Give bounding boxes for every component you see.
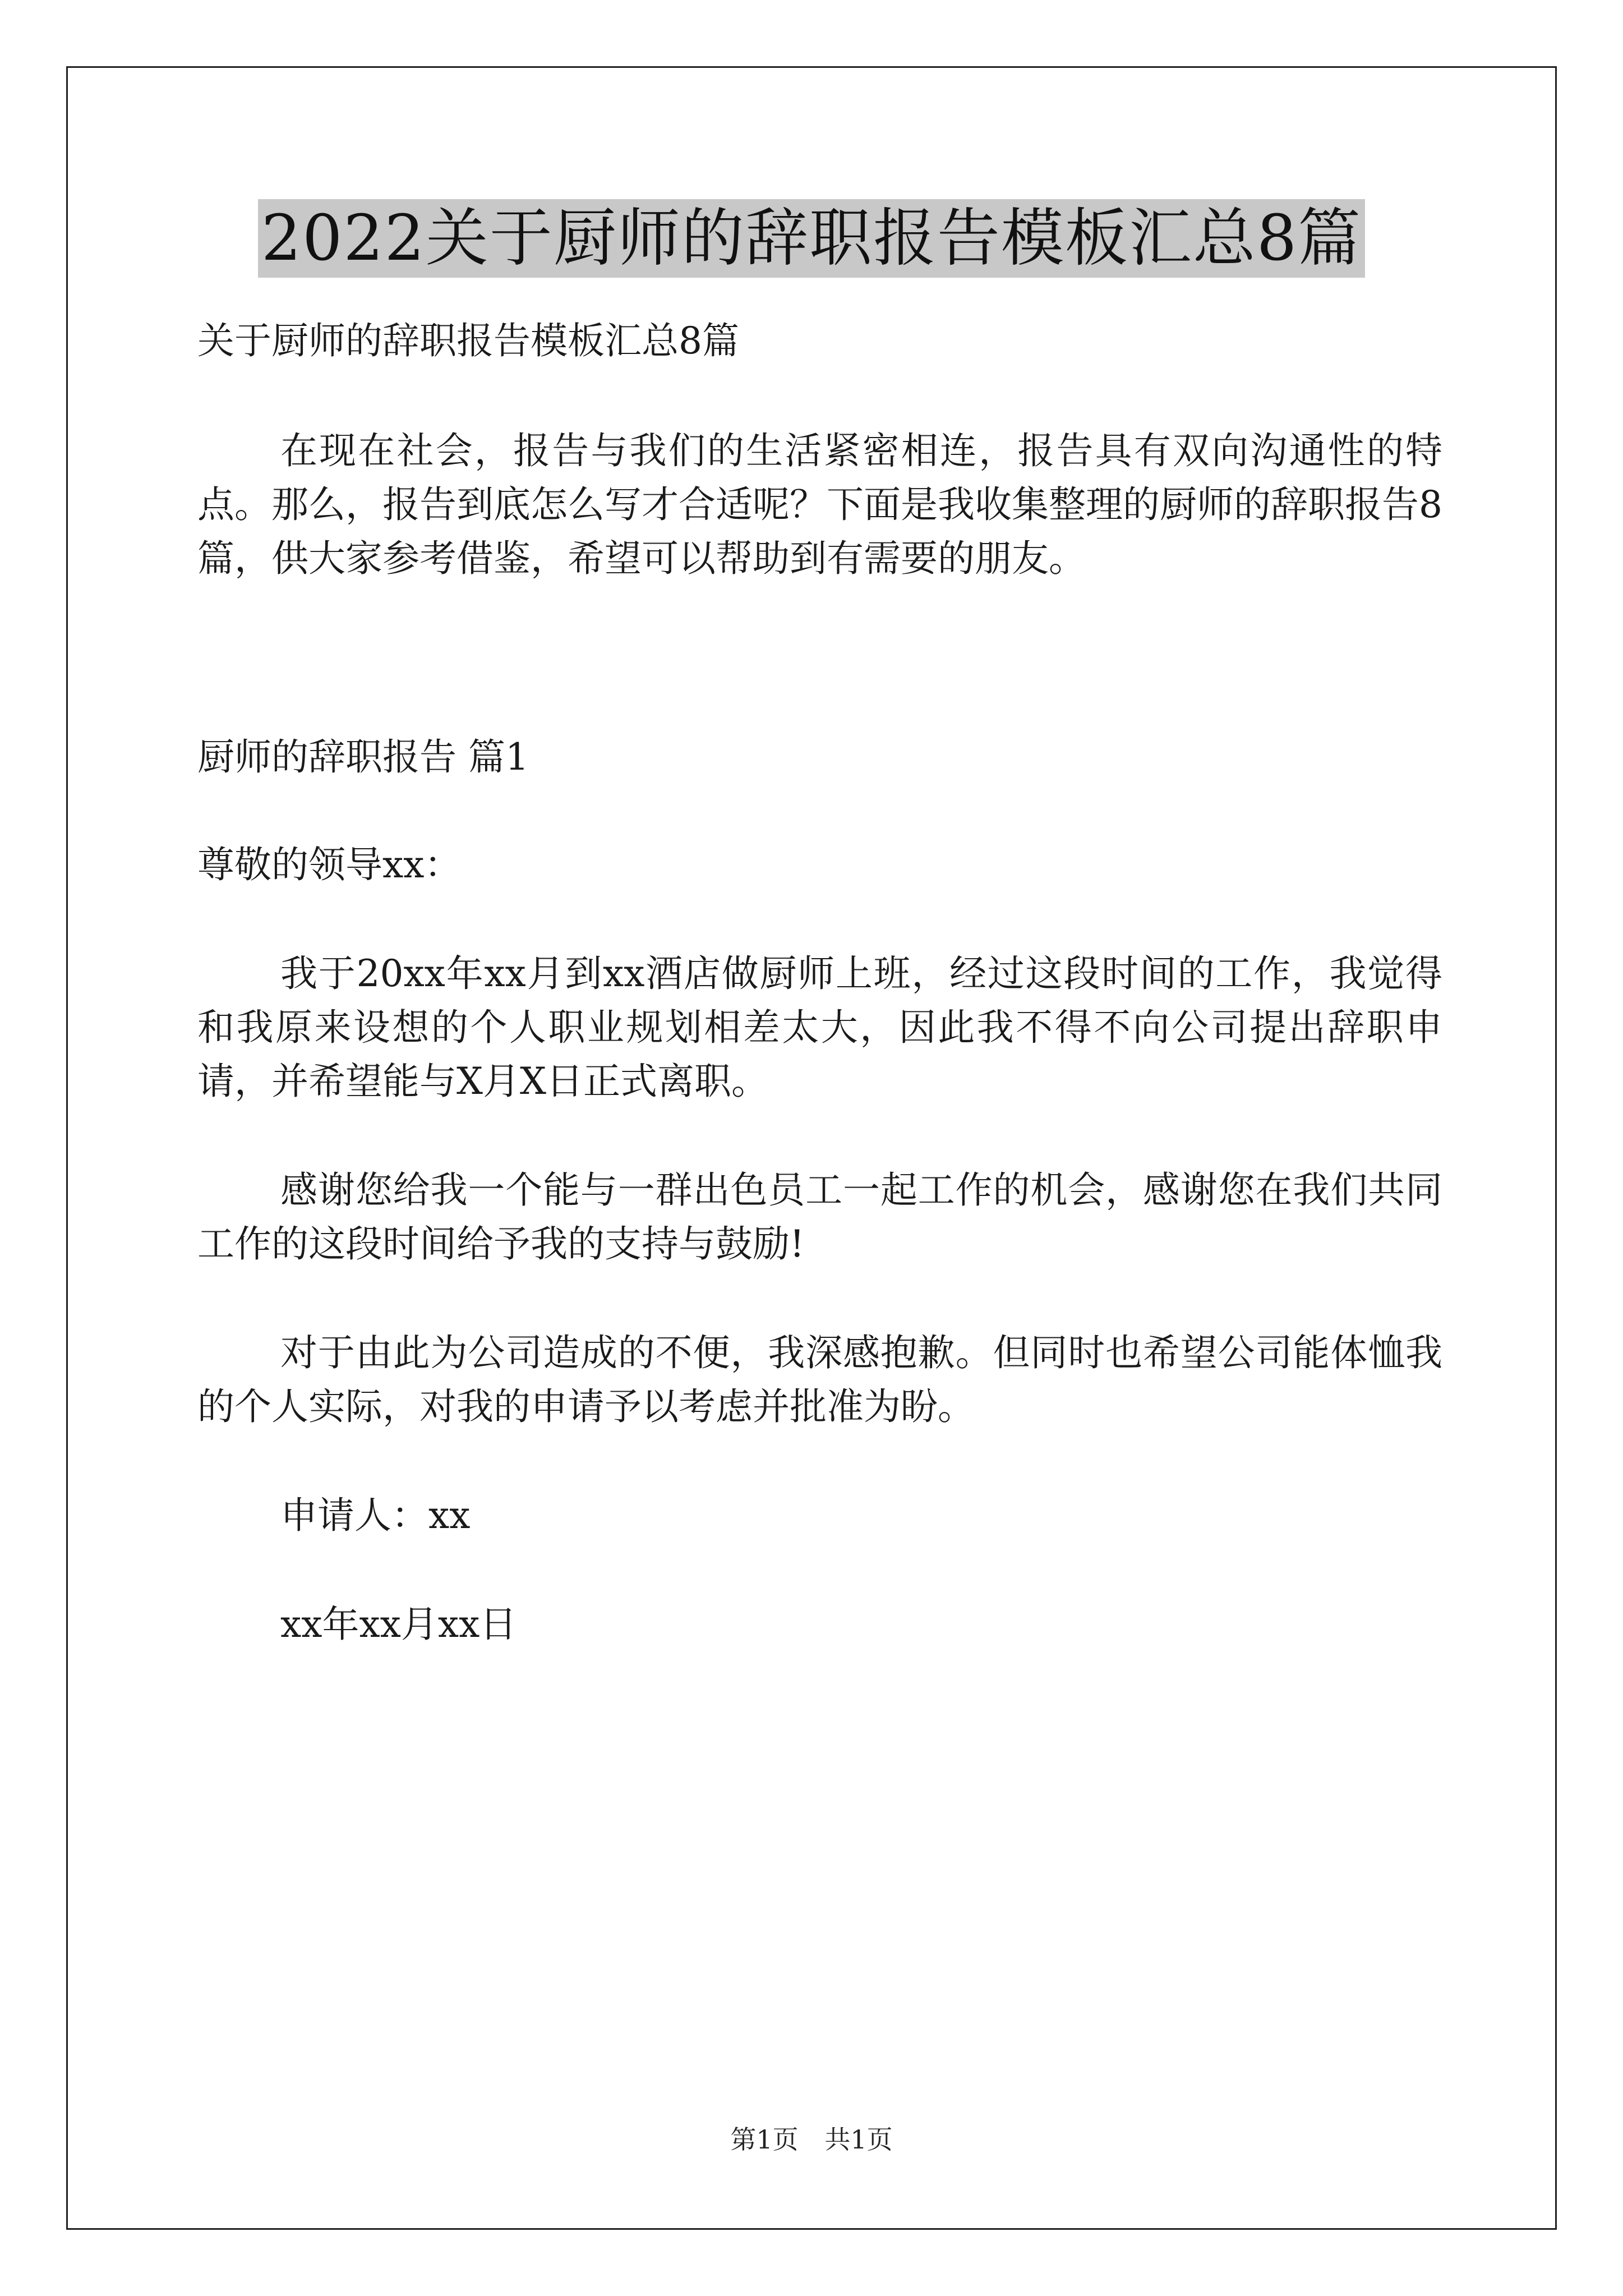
section-heading: 厨师的辞职报告 篇1 xyxy=(197,735,529,779)
page-number-current: 第1页 xyxy=(730,2124,799,2155)
body-paragraph-1: 我于20xx年xx月到xx酒店做厨师上班，经过这段时间的工作，我觉得和我原来设想的个人职业规划相差太大，因此我不得不向公司提出辞职申请，并希望能与X月X日正式离职。 xyxy=(197,952,1442,1103)
title-container xyxy=(0,199,1623,278)
salutation: 尊敬的领导xx： xyxy=(197,843,462,886)
document-subtitle: 关于厨师的辞职报告模板汇总8篇 xyxy=(197,319,739,362)
applicant-signature: 申请人：xx xyxy=(280,1494,471,1537)
body-paragraph-3: 对于由此为公司造成的不便，我深感抱歉。但同时也希望公司能体恤我的个人实际，对我的申请予以考虑并批准为盼。 xyxy=(197,1331,1442,1428)
signature-date: xx年xx月xx日 xyxy=(280,1603,517,1646)
intro-paragraph: 在现在社会，报告与我们的生活紧密相连，报告具有双向沟通性的特点。那么，报告到底怎么写才合适呢？下面是我收集整理的厨师的辞职报告8篇，供大家参考借鉴，希望可以帮助到有需要的朋友。 xyxy=(197,429,1442,580)
body-paragraph-2: 感谢您给我一个能与一群出色员工一起工作的机会，感谢您在我们共同工作的这段时间给予我的支持与鼓励! xyxy=(197,1168,1442,1266)
page-footer xyxy=(0,2123,1623,2156)
page-number-total: 共1页 xyxy=(824,2124,893,2155)
document-title: 2022关于厨师的辞职报告模板汇总8篇 xyxy=(258,199,1365,278)
document-body xyxy=(197,314,1442,1706)
